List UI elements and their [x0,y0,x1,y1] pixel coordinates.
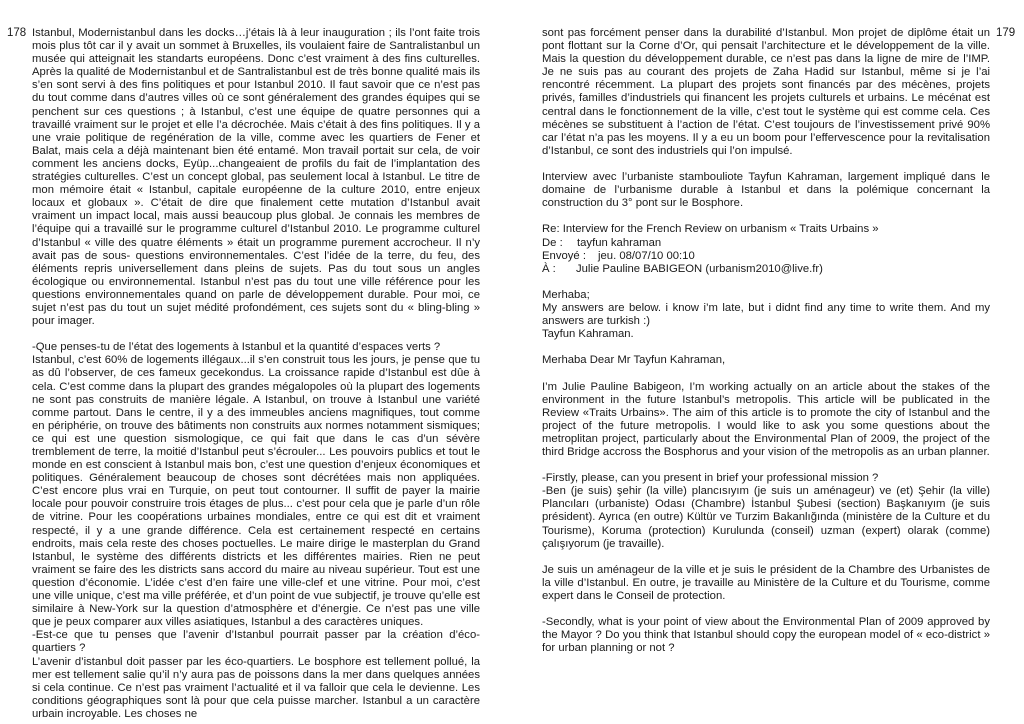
paragraph: Istanbul, c’est 60% de logements illégaux...il s’en construit tous les jours, je pense que tu as dû l’observer, de ces fameux gecekondus. La croissance rapide d’Istanbul est dûe à cela. C’est comme dans la plupart des grandes mégalopoles où la plupart des logements ne sont pas construits de manière légale. A Istanbul, on trouve à Istanbul une variété comme partout. Dans le centre, il y a des immeubles anciens magnifiques, tout comme en périphérie, on trouve des bâtiments non construits aux normes notamment sismiques; ce qui est une question sismologique, ce qui fait que dans le cas d’un sévère tremblement de terre, la moitié d’Istanbul peut s’écrouler... Les pouvoirs publics et tout le monde en est conscient à Istanbul mais bon, c’est une question d’enjeux économiques et politiques. Généralement beaucoup de choses sont décrétées mais non appliquées. C’est encore plus vrai en Turquie, on peut tout contourner. Il suffit de payer la mairie locale pour pouvoir construire trois étages de plus... c’est pour cela que je parle d’un rôle de vitrine. Pour les coopérations urbaines mondiales, entre ce qui est dit et vraiment respecté, il y a une grande différence. Cela est certainement respecté en certains endroits, mais cela reste des choses poctuelles. Le maire dirige le masterplan du Grand Istanbul, le système des différents districts et les différentes mairies. Rien ne peut vraiment se faire des les districts sans accord du maire au niveau supérieur. Tout est une question d’économie. L’idée c’est d’en faire une ville-clef et une vitrine. Pour moi, c’est une ville unique, c’est ma ville préférée, et d’un point de vue subjectif, je trouve qu’elle est similaire à New-York sur la question d’atmosphère et d’énergie. Ce n’est pas une ville que je peux comparer aux villes asiatiques, Istanbul a des caractères uniques. [32,354,480,629]
reply-line: Tayfun Kahraman. [542,328,634,341]
email-to-row [542,263,990,276]
paragraph: sont pas forcément penser dans la durabilité d’Istanbul. Mon projet de diplôme était un pont flottant sur la Corne d’Or, qui pensait l’architecture et le développement de la ville. Mais la question du développement durable, ce n’est pas dans la ligne de mire de l’IMP. Je ne suis pas au courant des projets de Zaha Hadid sur Istanbul, même si je l’ai rencontré récemment. La plupart des projets sont financés par des mécènes, projets privés, familles d’industriels qui financent les projets culturels et urbains. Le mécénat est central dans le fonctionnement de la ville, c’est tout le système qui est comme cela. Ces mécènes se substituent à l’action de l’état. C’est toujours de l’investissement privé 90% car l’état n’a pas les moyens. Il y a eu un boom pour l’effervescence pour la revitalisation d’Istanbul, ce sont des industriels qui l’on impulsé. [542,27,990,157]
email-header [542,223,990,275]
email-sent-value: jeu. 08/07/10 00:10 [598,249,695,262]
email-sent-row [542,250,990,263]
email-from-value: tayfun kahraman [577,236,662,249]
email-from-row [542,237,990,250]
email-from-label: De : [542,236,563,249]
answer-french: Je suis un aménageur de la ville et je suis le président de la Chambre des Urbanistes de la ville d’Istanbul. En outre, je travaille au Ministère de la Culture et du Tourisme, comme expert dans le Conseil de protection. [542,563,990,603]
question: -Firstly, please, can you present in brief your professional mission ? [542,472,879,485]
email-to-value: Julie Pauline BABIGEON (urbanism2010@live.fr) [576,262,823,275]
letter-body: I’m Julie Pauline Babigeon, I’m working actually on an article about the stakes of the environment in the future Istanbul’s metropolis. This article will be publicated in the Review «Traits Urbains». The aim of this article is to promote the city of Istanbul and the project of the future metropolis. I would like to ask you some questions about the metroplitan project, particularly about the Environmental Plan of 2009, the project of the third Bridge accross the Bosphorus and your vision of the metropolis as an urban planner. [542,380,990,458]
question: -Est-ce que tu penses que l’avenir d’Istanbul pourrait passer par la création d’éco-quartiers ? [32,629,480,655]
email-subject: Re: Interview for the French Review on urbanism « Traits Urbains » [542,223,879,236]
right-page [542,27,990,656]
paragraph: Istanbul, Modernistanbul dans les docks…j’étais là à leur inauguration ; ils l’ont faite trois mois plus tôt car il y avait un sommet à Bruxelles, ils voulaient faire de Santralistanbul un musée qui atteignait les standarts européens. Donc c’est vraiment à des fins culturelles. Après la qualité de Modernistanbul et de Santralistanbul est de très bonne qualité mais ils s’en sont servi à des fins politiques et pour Istanbul 2010. Il faut savoir que ce n’est pas du tout comme dans d’autres villes où ce sont généralement des grandes équipes qui se penchent sur ces questions ; à Istanbul, c’est une équipe de quatre personnes qui a travaillé vraiment sur le projet et elle l’a décrochée. Mais c’était à des fins politiques. Il y a une vraie politique de regénération de la ville, comme avec les quartiers de Fener et Balat, mais cela a déjà maintenant bien été entamé. Mon travail portait sur cela, de voir comment les anciens docks, Eyüp...changeaient de profils du fait de l’implantation des stratégies culturelles. C’est un concept global, pas seulement local à Istanbul. Le titre de mon mémoire était « Istanbul, capitale européenne de la culture 2010, entre enjeux locaux et globaux ». C’était de dire que finalement cette mutation d’Istanbul avait vraiment un impact local, mais aussi beaucoup plus global. Je connais les membres de l’équipe qui a travaillé sur le programme culturel d’Istanbul 2010. Le programme culturel d’Istanbul « ville des quatre éléments » était un programme purement accrocheur. Il n’y avait pas de sous- questions environnementales. C’est l’idée de la terre, du feu, des éléments repris universellement dans pleins de sujets. Pas du tout sous un angles écologique ou environnemental. Istanbul n’est pas du tout une ville référence pour les questions environnementales quand on parle de développement durable. Pour moi, ce sujet n’est pas du tout un sujet médité profondément, ces sujets sont du « bling-bling » pour imager. [32,27,480,328]
answer-turkish: -Ben (je suis) şehir (la ville) plancısıyım (je suis un aménageur) ve (et) Şehir (la ville) Plancıları (urbaniste) Odası (Chambre) İstanbul Şubesi (section) Başkanıyım (je suis président). Ayrıca (en outre) Kültür ve Turzim Bakanlığında (ministère de la Culture et du Tourisme), Koruma (protection) Kurulunda (conseil) uzman (expert) olarak (comme) çalışıyorum (je travaille). [542,485,990,550]
left-page [32,27,480,721]
email-sent-label: Envoyé : [542,249,586,262]
reply-line: My answers are below. i know i’m late, but i didnt find any time to write them. And my answers are turkish :) [542,301,990,328]
page-number-left: 178 [7,27,27,39]
interview-intro: Interview avec l’urbaniste stambouliote Tayfun Kahraman, largement impliqué dans le domaine de l’urbanisme durable à Istanbul et dans la polémique concernant la construction du 3° pont sur le Bosphore. [542,171,990,210]
question: -Que penses-tu de l’état des logements à Istanbul et la quantité d’espaces verts ? [32,341,441,354]
greeting: Merhaba Dear Mr Tayfun Kahraman, [542,354,726,367]
email-to-label: À : [542,262,556,275]
paragraph: L’avenir d’istanbul doit passer par les éco-quartiers. Le bosphore est tellement pollué, la mer est tellement salie qu’il n’y aura pas de poissons dans la mer dans quelques années si cela continue. Ce n’est pas vraiment l’actualité et il va falloir que cela le devienne. Les conditions géographiques sont là pour que cela puisse marcher. Istanbul a un caractère urbain incroyable. Les choses ne [32,655,480,720]
page-number-right: 179 [996,27,1016,39]
reply-line: Merhaba; [542,288,590,301]
question: -Secondly, what is your point of view about the Environmental Plan of 2009 approved by the Mayor ? Do you think that Istanbul should copy the european model of « eco-district » for urban planning or not ? [542,616,990,655]
